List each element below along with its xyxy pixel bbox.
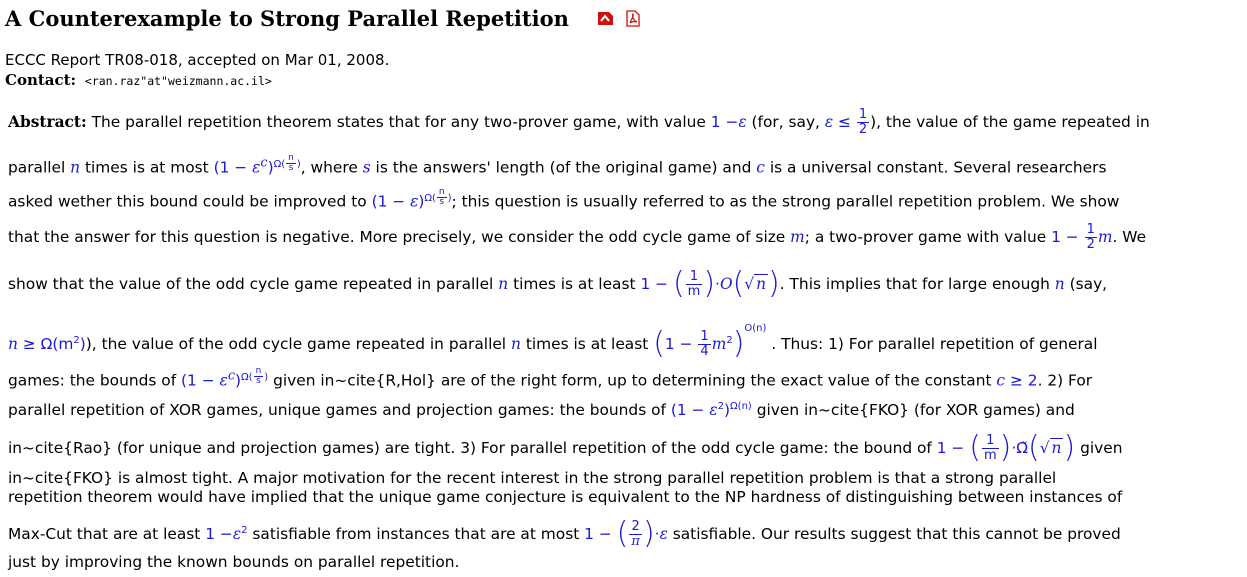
math-paren: )	[768, 266, 780, 301]
math-paren: (	[732, 266, 745, 301]
math-var: n	[70, 158, 81, 177]
abstract-text: asked wether this bound could be improved to	[8, 192, 367, 211]
math-var: ε	[252, 158, 261, 177]
math-exp: 2	[73, 334, 80, 346]
math-frac: $\frac{1}{2}$	[858, 107, 868, 137]
math-num: 2	[1027, 371, 1038, 390]
abstract-text: . This implies that for large enough	[779, 275, 1050, 293]
math-var: c	[996, 371, 1006, 390]
abstract-line-5: show that the value of the odd cycle game repeated in parallel n times is at least 1 − ( $\frac{1}{m}$ )·O(√ n). This implies that for large enough n (say,	[8, 266, 1108, 301]
abstract-line-7	[8, 367, 1092, 390]
abstract-line-4	[8, 223, 1146, 252]
abstract-text: given	[1080, 439, 1123, 457]
math-paren: )	[267, 158, 274, 177]
math-paren: (	[969, 430, 981, 465]
math-var: n	[511, 335, 521, 353]
download-icons	[595, 10, 643, 27]
abstract-text: parallel	[8, 158, 66, 177]
math-expr: 1 −	[584, 525, 612, 543]
abstract-text: ), the value of the game repeated in	[870, 113, 1150, 131]
math-expr: 1 −	[710, 113, 739, 131]
math-paren: )	[235, 371, 242, 390]
math-frac: $\frac{1}{2}$	[1086, 222, 1095, 252]
math-op: ·	[1011, 439, 1017, 457]
math-exp: Ω(n)	[730, 401, 752, 412]
math-exp: Ω( n s )	[273, 153, 301, 173]
abstract-text: show that the value of the odd cycle game repeated in parallel	[8, 275, 494, 293]
math-var: ε	[659, 525, 668, 543]
math-var: c	[756, 158, 765, 177]
abstract-text: ), the value of the odd cycle game repeated in parallel	[85, 335, 507, 353]
abstract-text: . We	[1112, 228, 1147, 246]
abstract-text: satisfiable. Our results suggest that this cannot be proved	[672, 525, 1121, 543]
abstract-text: Max-Cut that are at least	[8, 525, 201, 543]
math-expr: 1 −	[640, 275, 669, 293]
math-expr: Ω(m	[40, 335, 74, 353]
abstract-text: , where	[300, 158, 358, 177]
contact-label: Contact:	[5, 71, 77, 89]
abstract-text: . Thus: 1) For parallel repetition of general	[771, 335, 1098, 353]
math-var: Ω̃	[1016, 439, 1029, 457]
math-paren: (	[181, 371, 188, 390]
abstract-text: in~cite{FKO} is almost tight. A major motivation for the recent interest in the strong parallel repetition problem is that a strong parallel	[8, 469, 1057, 487]
math-exp: Ω( n s )	[241, 366, 269, 386]
math-expr: 1 −	[936, 439, 965, 457]
math-var: ε	[709, 401, 718, 420]
math-var: m	[711, 335, 727, 353]
math-var: n	[8, 335, 18, 353]
math-var: ε	[219, 371, 228, 390]
abstract-line-9: in~cite{Rao} (for unique and projection games) are tight. 3) For parallel repetition of the odd cycle game: the bound of 1 − ( $\frac{1}{m}$ )·Ω̃(√ n) given	[8, 430, 1123, 465]
math-op: ·	[654, 525, 660, 543]
math-exp: 2	[726, 334, 733, 346]
math-expr: 1 −	[676, 401, 705, 420]
abstract-text: repetition theorem would have implied that the unique game conjecture is equivalent to the NP hardness of distinguishing between instances of	[8, 488, 1123, 506]
abstract-text: given in~cite{R,Hol} are of the right form, up to determining the exact value of the constant	[273, 371, 992, 390]
report-line: ECCC Report TR08-018, accepted on Mar 01, 2008.	[5, 51, 390, 69]
math-paren: )	[79, 335, 86, 353]
abstract-text: parallel repetition of XOR games, unique games and projection games: the bounds of	[8, 401, 666, 420]
contact-line	[5, 71, 272, 89]
math-expr: 1 −	[219, 158, 248, 177]
math-var: n	[1051, 439, 1062, 457]
math-expr: 1 −	[187, 371, 215, 390]
abstract-text: that the answer for this question is negative. More precisely, we consider the odd cycle game of size	[8, 228, 786, 246]
abstract-text: ; this question is usually referred to as the strong parallel repetition problem. We show	[451, 192, 1120, 211]
math-paren: )	[1063, 430, 1076, 465]
math-var: n	[1054, 275, 1065, 293]
abstract-text: games: the bounds of	[8, 371, 177, 390]
math-paren: (	[670, 401, 677, 420]
math-exp: 2	[241, 524, 248, 536]
abstract-label: Abstract:	[8, 113, 87, 131]
contact-email: <ran.raz"at"weizmann.ac.il>	[84, 74, 272, 88]
math-var: ε	[738, 113, 747, 131]
abstract-text: satisfiable from instances that are at most	[252, 525, 580, 543]
math-paren: (	[371, 192, 378, 211]
abstract-line-2	[8, 154, 1106, 177]
math-var: ε	[410, 192, 419, 211]
math-paren: )	[703, 266, 716, 301]
math-expr: 1 −	[377, 192, 406, 211]
abstract-line-10	[8, 469, 1056, 487]
pdf-icon[interactable]	[623, 10, 643, 27]
math-paren: )	[642, 516, 655, 551]
math-exp: 2	[717, 401, 725, 412]
math-var: s	[362, 158, 371, 177]
abstract-line-1	[8, 108, 1150, 137]
abstract-line-6	[8, 320, 1098, 359]
math-frac: $\frac{1}{m}$	[687, 269, 701, 299]
math-paren: (	[616, 516, 629, 551]
math-var: ε	[232, 525, 242, 543]
math-var: m	[790, 228, 805, 246]
math-op: ·	[715, 275, 720, 293]
math-exp: c	[227, 368, 235, 384]
math-paren: )	[732, 326, 745, 361]
math-frac: $\frac{1}{m}$	[983, 433, 997, 463]
abstract-text: . 2) For	[1037, 371, 1093, 390]
math-exp: c	[260, 155, 268, 171]
math-expr: 1 −	[1051, 228, 1079, 246]
math-var: n	[756, 275, 767, 293]
math-var: ε	[824, 113, 834, 131]
abstract-text: The parallel repetition theorem states that for any two-prover game, with value	[91, 113, 706, 131]
math-var: O	[719, 275, 733, 293]
abstract-text: just by improving the known bounds on parallel repetition.	[8, 553, 460, 571]
abstract-text: (say,	[1069, 275, 1108, 293]
abstract-line-13	[8, 553, 459, 571]
abstract-line-3	[8, 188, 1119, 211]
math-paren: (	[672, 266, 685, 301]
abstract-line-12	[8, 516, 1121, 551]
math-paren: (	[1028, 430, 1040, 465]
abstract-line-11	[8, 488, 1122, 506]
abstract-text: in~cite{Rao} (for unique and projection games) are tight. 3) For parallel repetition of the odd cycle game: the bound of	[8, 439, 932, 457]
abstract-text: times is at most	[85, 158, 209, 177]
math-op: ≥	[22, 335, 36, 353]
abstract-text: given in~cite{FKO} (for XOR games) and	[756, 401, 1075, 420]
abstract-text: (for, say,	[751, 113, 820, 131]
abstract-text: times is at least	[525, 335, 649, 353]
math-op: ≥	[1009, 371, 1023, 390]
math-exp: Ω( n s )	[424, 187, 452, 207]
math-exp: O(n)	[744, 323, 767, 334]
ps-icon[interactable]	[595, 10, 615, 27]
math-expr: 1 −	[664, 335, 693, 353]
math-expr: 1 −	[205, 525, 233, 543]
abstract-text: is a universal constant. Several researchers	[769, 158, 1107, 177]
math-paren: )	[418, 192, 425, 211]
abstract-text: is the answers' length (of the original game) and	[375, 158, 752, 177]
math-var: m	[1097, 228, 1113, 246]
math-paren: )	[724, 401, 731, 420]
math-paren: (	[213, 158, 220, 177]
math-var: n	[498, 275, 509, 293]
abstract-text: times is at least	[513, 275, 636, 293]
math-paren: (	[653, 326, 665, 361]
abstract-line-8	[8, 398, 1075, 419]
math-frac: $\frac{1}{4}$	[700, 329, 709, 359]
math-op: ≤	[838, 113, 851, 131]
math-paren: )	[999, 430, 1012, 465]
title-row	[5, 3, 643, 33]
math-frac: $\frac{2}{\pi}$	[631, 519, 640, 549]
abstract-text: ; a two-prover game with value	[804, 228, 1047, 246]
page-title: A Counterexample to Strong Parallel Repetition	[5, 5, 569, 31]
